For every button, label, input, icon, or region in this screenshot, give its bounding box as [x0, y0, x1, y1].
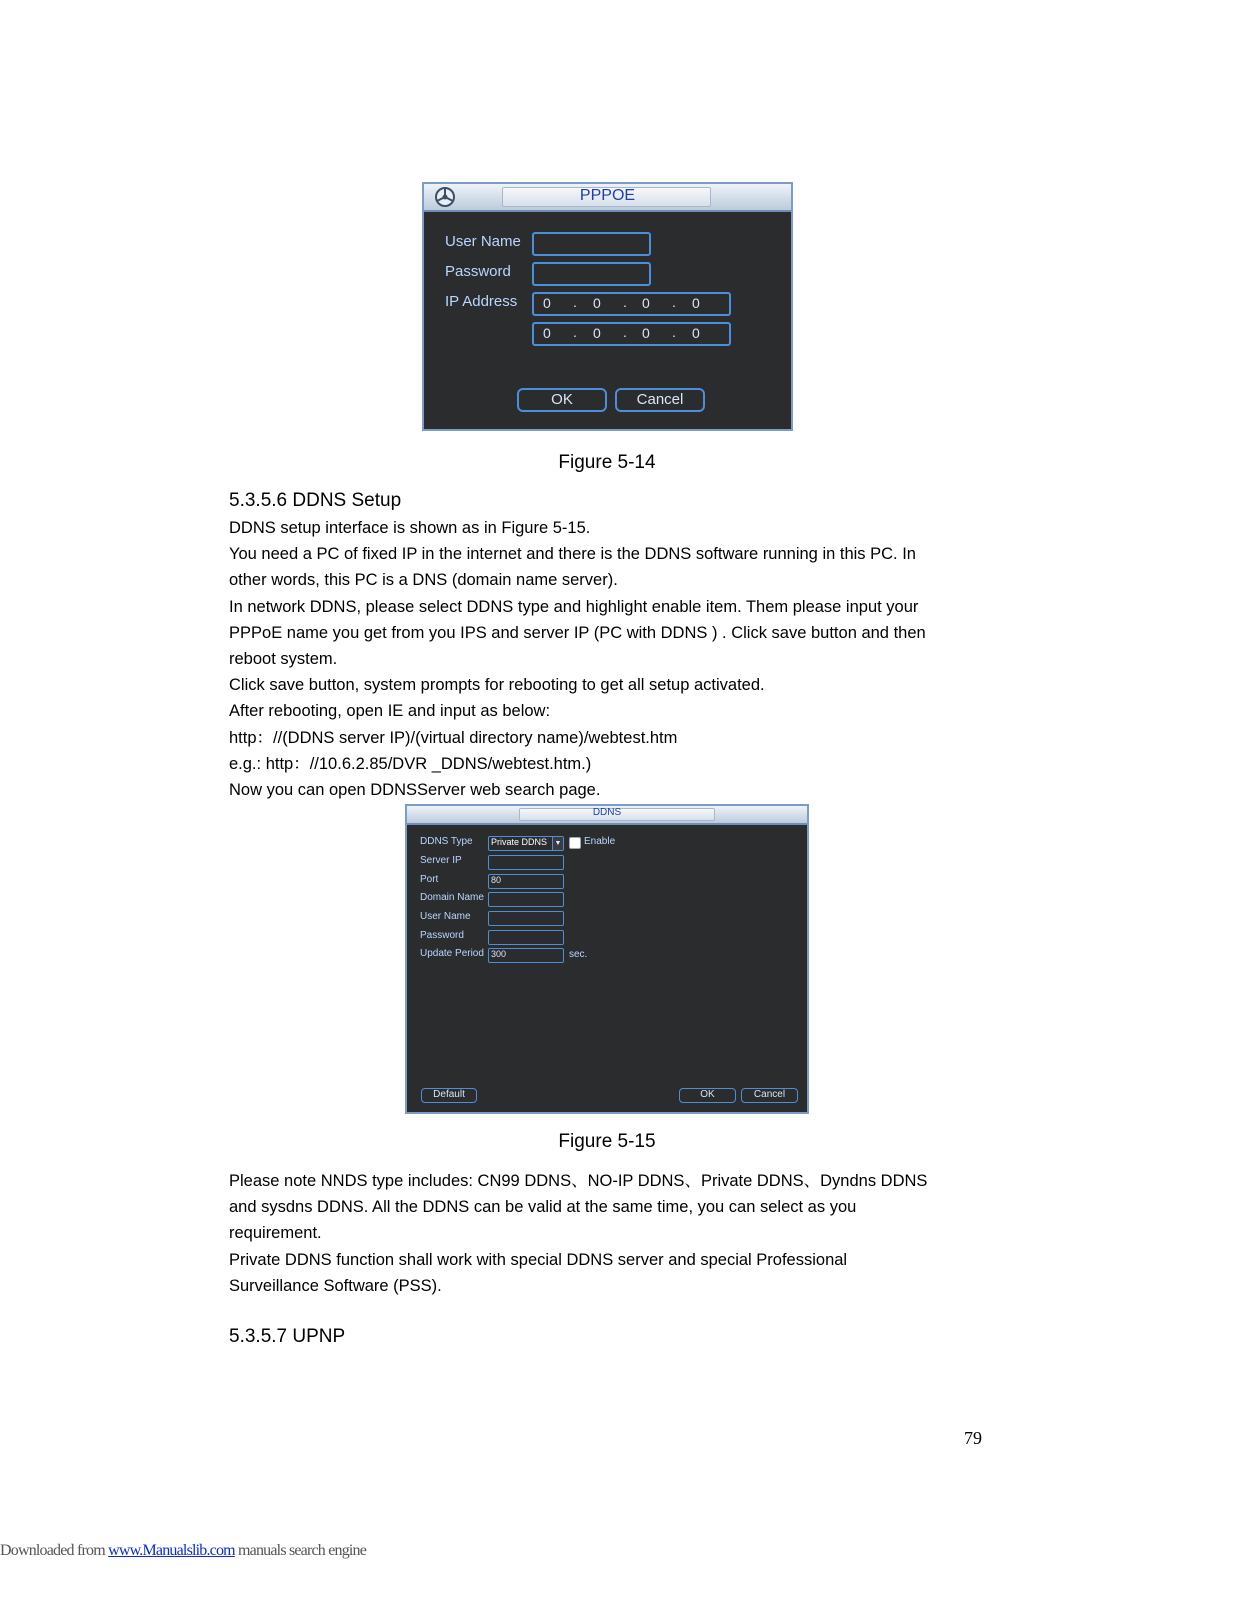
password-label: Password	[420, 930, 464, 941]
ddns-title-bar	[407, 806, 807, 825]
password-input[interactable]	[488, 930, 564, 945]
ddns-type-label: DDNS Type	[420, 836, 473, 847]
ddns-dialog-title: DDNS	[592, 807, 622, 818]
ddns-type-value: Private DDNS	[491, 837, 548, 847]
body-line: You need a PC of fixed IP in the internet and there is the DDNS software running in this PC. In	[229, 545, 916, 564]
body-line: Please note NNDS type includes: CN99 DDNS、NO-IP DDNS、Private DDNS、Dyndns DDNS	[229, 1172, 928, 1190]
section-body	[229, 515, 926, 803]
figure-caption: Figure 5-15	[558, 1131, 656, 1152]
body-line: Click save button, system prompts for rebooting to get all setup activated.	[229, 676, 765, 695]
notes-body	[229, 1168, 927, 1299]
body-line: DDNS setup interface is shown as in Figure 5-15.	[229, 519, 591, 537]
pppoe-ip-address-input[interactable]	[532, 292, 731, 316]
manualslib-link[interactable]: www.Manualslib.com	[108, 1542, 235, 1559]
section-heading: 5.3.5.6 DDNS Setup	[229, 490, 402, 511]
server-ip-input[interactable]	[488, 855, 564, 870]
pppoe-ok-button[interactable]: OK	[517, 388, 607, 412]
ip-separator: .	[623, 324, 627, 340]
body-line: After rebooting, open IE and input as below:	[229, 702, 551, 721]
ip-octet: 0	[692, 295, 700, 311]
ip-octet: 0	[692, 325, 700, 341]
user-name-label: User Name	[420, 911, 471, 922]
ip-separator: .	[573, 294, 577, 310]
port-label: Port	[420, 874, 439, 885]
footer-prefix: Downloaded from	[0, 1542, 109, 1559]
ip-octet: 0	[642, 325, 650, 341]
update-period-label: Update Period	[420, 948, 484, 959]
pppoe-password-label: Password	[445, 263, 511, 280]
pppoe-title-bar	[424, 184, 791, 212]
download-footer	[0, 1542, 366, 1560]
ddns-dialog	[405, 804, 809, 1114]
ip-octet: 0	[593, 325, 601, 341]
server-ip-label: Server IP	[420, 855, 462, 866]
ip-separator: .	[623, 294, 627, 310]
ip-octet: 0	[543, 325, 551, 341]
pppoe-ip-address-label: IP Address	[445, 293, 518, 310]
footer-suffix: manuals search engine	[234, 1542, 367, 1559]
ip-octet: 0	[642, 295, 650, 311]
pppoe-cancel-button[interactable]: Cancel	[615, 388, 705, 412]
update-period-unit: sec.	[569, 949, 588, 960]
section-heading: 5.3.5.7 UPNP	[229, 1326, 346, 1347]
body-line: other words, this PC is a DNS (domain name server).	[229, 571, 618, 590]
body-line: reboot system.	[229, 650, 338, 669]
update-period-input[interactable]: 300	[488, 948, 564, 963]
ip-octet: 0	[593, 295, 601, 311]
pppoe-username-label: User Name	[445, 233, 521, 250]
default-button[interactable]: Default	[421, 1088, 477, 1103]
cancel-button[interactable]: Cancel	[741, 1088, 798, 1103]
body-line: PPPoE name you get from you IPS and server IP (PC with DDNS ) . Click save button and then	[229, 623, 926, 642]
chevron-down-icon: ▼	[552, 837, 563, 850]
pppoe-dialog-title: PPPOE	[579, 187, 636, 204]
ok-button[interactable]: OK	[679, 1088, 736, 1103]
body-line: Surveillance Software (PSS).	[229, 1276, 442, 1295]
ip-separator: .	[672, 294, 676, 310]
page-number: 79	[964, 1428, 982, 1448]
dvr-logo-icon	[432, 185, 458, 209]
body-line: and sysdns DDNS. All the DDNS can be valid at the same time, you can select as you	[229, 1198, 857, 1217]
body-line: e.g.: http：//10.6.2.85/DVR _DDNS/webtest.htm.)	[229, 754, 592, 773]
pppoe-dialog	[422, 182, 793, 431]
port-input[interactable]: 80	[488, 874, 564, 889]
enable-checkbox[interactable]	[569, 837, 581, 849]
user-name-input[interactable]	[488, 911, 564, 926]
body-line: Now you can open DDNSServer web search page.	[229, 781, 601, 800]
body-line: In network DDNS, please select DDNS type and highlight enable item. Them please input your	[229, 597, 919, 616]
pppoe-password-input[interactable]	[532, 262, 651, 286]
domain-name-label: Domain Name	[420, 892, 484, 903]
pppoe-ip-address-input-2[interactable]	[532, 322, 731, 346]
ip-separator: .	[672, 324, 676, 340]
body-line: Private DDNS function shall work with special DDNS server and special Professional	[229, 1250, 848, 1269]
figure-caption: Figure 5-14	[558, 452, 656, 473]
body-line: http：//(DDNS server IP)/(virtual directory name)/webtest.htm	[229, 728, 678, 747]
ip-octet: 0	[543, 295, 551, 311]
ip-separator: .	[573, 324, 577, 340]
body-line: requirement.	[229, 1224, 322, 1243]
enable-label: Enable	[584, 836, 616, 847]
ddns-type-select[interactable]	[488, 836, 564, 851]
pppoe-username-input[interactable]	[532, 232, 651, 256]
domain-name-input[interactable]	[488, 892, 564, 907]
